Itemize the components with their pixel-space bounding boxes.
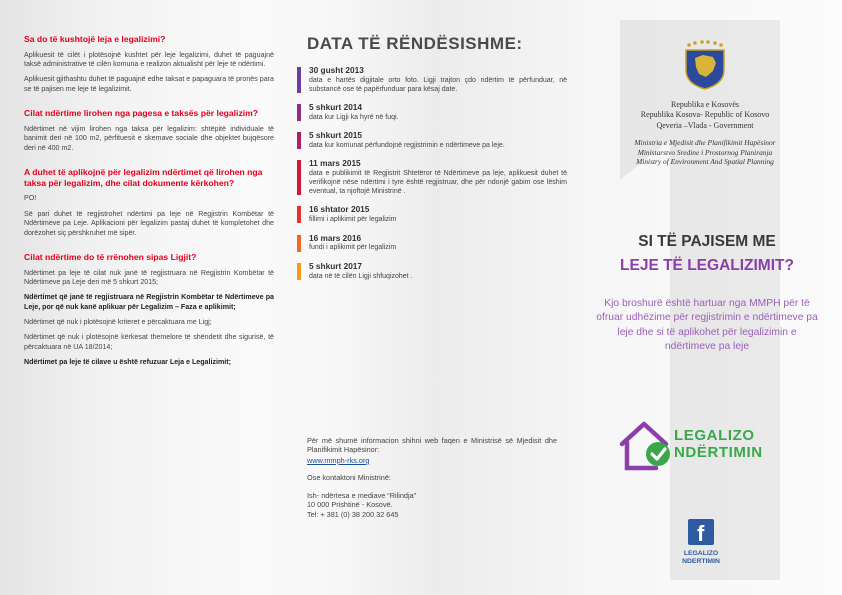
faq-heading: A duhet të aplikojnë për legalizim ndërtimet që lirohen nga taksa për legalizim, dhe cilat dokumente kërkohen? [24,166,263,188]
timeline-color-bar [297,160,301,195]
faq-paragraph: Ndërtimet që nuk i plotësojnë kërkesat themelore të shëndetit dhe sigurisë, të përcaktuara në UA 18/2014; [24,333,274,351]
timeline-color-bar [297,67,301,93]
timeline-event [297,205,567,224]
facebook-icon[interactable]: f [688,519,714,545]
logo-text [674,427,763,462]
gov-line-1: Republika e Kosovës [671,100,739,109]
timeline-event [297,234,567,253]
timeline-event [297,103,567,122]
timeline-date: 30 gusht 2013 [309,65,364,75]
timeline-color-bar [297,263,301,280]
timeline-description: fillimi i aplikimit për legalizim [309,216,397,224]
contact-line: Ose kontaktoni Ministrinë: [307,473,391,483]
faq-paragraph: Aplikuesit gjithashtu duhet të paguajnë edhe taksat e papaguara të pronës para se të pajisen me leje të legalizimit. [24,75,274,93]
timeline-list [297,66,567,281]
timeline-event [297,159,567,196]
timeline-color-bar [297,132,301,149]
timeline-description: data e publikimit të Regjistrit Shtetëror të Ndërtimeve pa leje, aplikuesit duhet të verifikojnë nëse ndërtimi i tyre është regjistruar, dhe për ndonjë gabim ose lëshim eventual, ta njoftojë Ministrinë . [309,170,567,196]
fb-caption-line-1: LEGALIZO [683,550,719,557]
timeline-color-bar [297,206,301,223]
phone-number: Tel: + 381 (0) 38 200 32 645 [307,509,399,519]
house-check-icon [616,418,676,474]
timeline-color-bar [297,104,301,121]
contact-intro [307,436,557,465]
timeline-color-bar [297,235,301,252]
timeline-date: 11 mars 2015 [309,158,361,169]
fb-caption-line-2: NDERTIMIN [682,558,720,566]
contact-block [307,436,557,519]
facebook-caption [663,550,739,567]
timeline-event [297,66,567,94]
timeline-description: fundi i aplikimit për legalizim [309,244,397,252]
timeline-event [297,131,567,150]
ministry-sq: Ministria e Mjedisit dhe Planifikimit Hapësinor [634,138,776,148]
timeline-date: 16 shtator 2015 [309,204,370,215]
timeline-description: data kur komunat përfundojnë regjistrimin e ndërtimeve pa leje. [309,142,505,150]
faq-heading: Cilat ndërtime lirohen nga pagesa e taksës për legalizim? [24,108,259,119]
faq-paragraph: Ndërtimet që nuk i plotësojnë kriteret e përcaktuara me Ligj; [24,318,212,327]
address-line-2: 10 000 Prishtinë - Kosovë. [307,500,393,510]
faq-paragraph: Ndërtimet që janë të regjistruara në Regjistrin Kombëtar të Ndërtimeve pa Leje, por që nuk kanë aplikuar për Legalizim – Faza e aplikimit; [24,293,274,311]
faq-heading: Sa do të kushtojë leja e legalizimi? [24,34,166,44]
timeline-description: data kur Ligji ka hyrë në fuqi. [309,114,399,122]
ministry-en: Ministry of Environment And Spatial Planning [636,157,774,167]
logo-text-line-2: NDËRTIMIN [674,444,763,462]
timeline-date: 5 shkurt 2017 [309,260,363,271]
kosovo-emblem-icon [683,40,727,90]
contact-intro-text: Për më shumë informacion shihni web faqen e Ministrisë së Mjedisit dhe Planifikimit Hapësinor: [307,436,557,455]
gov-line-2: Republika Kosova- Republic of Kosovo [640,110,770,120]
timeline-heading: DATA TË RËNDËSISHME: [307,34,523,53]
timeline-date: 16 mars 2016 [309,232,362,243]
cover-title-line-2: LEJE TË LEGALIZIMIT? [620,257,794,274]
faq-paragraph: Ndërtimet në vijim lirohen nga taksa për legalizim: shtëpitë individuale të banimit deri në 100 m2, përfituesit e skemave sociale dhe objektet bujqësore deri në 400 m2. [24,124,274,152]
faq-paragraph: Aplikuesit të cilët i plotësojnë kushtet për leje legalizimi, duhet të paguajnë taksë administrative të cilën komuna e realizon aktualisht për leje të ndërtimi. [24,50,274,69]
faq-paragraph: Së pari duhet të regjistrohet ndërtimi pa leje në Regjistrin Kombëtar të Ndërtimeve pa Leje. Aplikacioni për legalizim pastaj duhet të kompletohet dhe dorëzohet siç përshkruhet më sipër. [24,209,274,237]
timeline-column [297,34,567,290]
ministry-sr: Ministarstvo Sredine i Prostornog Planiranja [637,147,773,157]
timeline-description: data në të cilën Ligji shfuqizohet . [309,272,413,280]
gov-line-3: Qeveria –Vlada - Government [656,120,754,130]
cover-subtitle: Kjo broshurë është hartuar nga MMPH për të ofruar udhëzime për regjistrimin e ndërtimeve pa leje dhe si të aplikohet për legalizimin e ndërtimeve pa leje [596,298,818,353]
government-header [600,100,810,167]
legalizo-logo [616,418,806,474]
timeline-date: 5 shkurt 2015 [309,130,363,141]
timeline-event [297,262,567,281]
faq-paragraph: Ndërtimet pa leje të cilave u është refuzuar Leja e Legalizimit; [24,358,231,367]
faq-heading: Cilat ndërtime do të rrënohen sipas Ligjit? [24,251,197,262]
timeline-date: 5 shkurt 2014 [309,102,363,113]
faq-paragraph: Ndërtimet pa leje të cilat nuk janë të regjistruara në Regjistrin Kombëtar të Ndërtimeve pa Leje deri më 5 shkurt 2015; [24,268,274,286]
faq-column [24,34,274,374]
website-link[interactable]: www.mmph-rks.org [307,455,370,465]
timeline-description: data e hartës digjitale orto foto. Ligji trajton çdo ndërtim të përfunduar, në substancë ose të papërfunduar para kësaj date. [309,76,567,94]
cover-title-line-1: SI TË PAJISEM ME [638,233,776,250]
faq-paragraph: PO! [24,194,37,203]
address-line-1: Ish- ndërtesa e mediave “Rilindja” [307,490,417,500]
logo-text-line-1: LEGALIZO [674,427,755,444]
